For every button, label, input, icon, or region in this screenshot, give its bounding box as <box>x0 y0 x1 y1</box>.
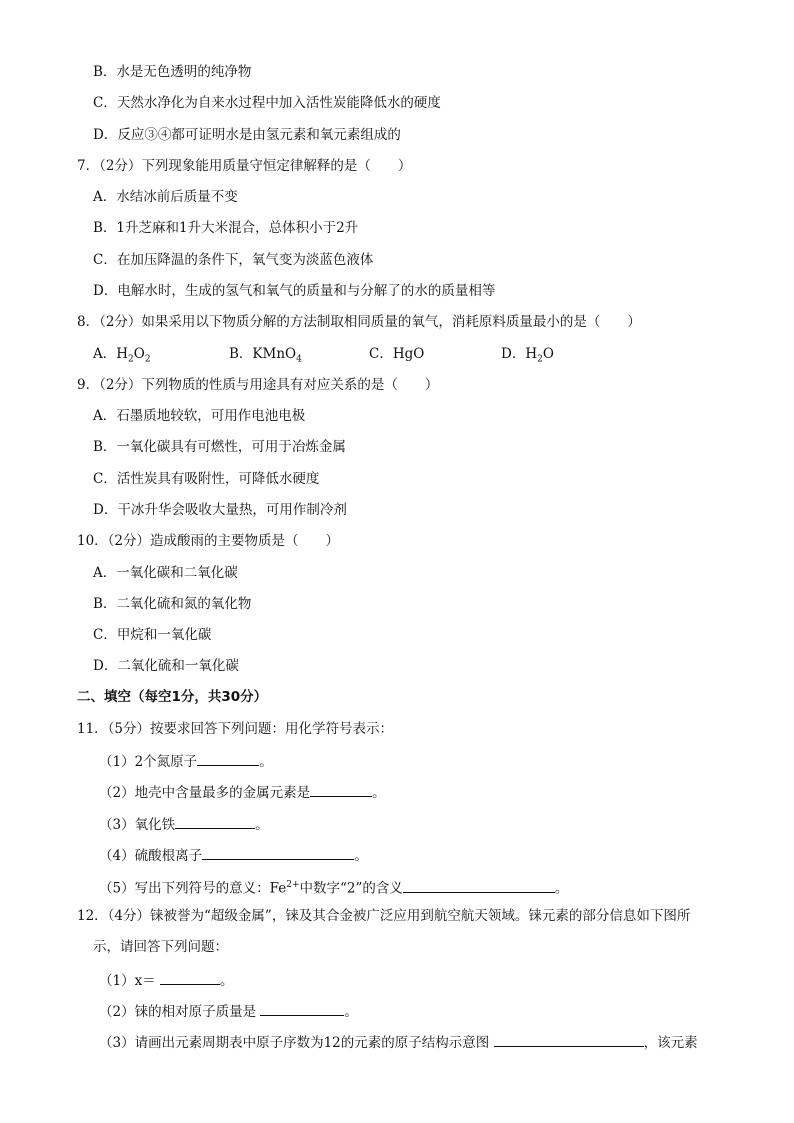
answer-blank[interactable] <box>403 878 555 893</box>
answer-blank[interactable] <box>197 751 259 766</box>
answer-blank[interactable] <box>202 845 354 860</box>
q11-stem: 11．（5分）按要求回答下列问题：用化学符号表示： <box>77 721 394 737</box>
answer-blank[interactable] <box>310 782 372 797</box>
q7-option-c: C．在加压降温的条件下，氧气变为淡蓝色液体 <box>93 252 374 268</box>
q10-option-b: B．二氧化硫和氮的氧化物 <box>93 596 252 612</box>
q10-stem: 10．（2分）造成酸雨的主要物质是（ ） <box>77 533 340 549</box>
q10-option-d: D．二氧化硫和一氧化碳 <box>93 658 239 674</box>
q7-option-d: D．电解水时，生成的氢气和氧气的质量和与分解了的水的质量相等 <box>93 283 496 299</box>
q12-part-2: （2）铼的相对原子质量是 。 <box>99 1001 358 1021</box>
q12-stem-continued: 示，请回答下列问题： <box>93 939 228 955</box>
section-heading-fill-in: 二、填空（每空1分，共30分） <box>77 689 268 705</box>
answer-blank[interactable] <box>260 1001 344 1016</box>
q8-option-a: A．$H_2O_2$ <box>93 346 151 365</box>
q8-stem: 8．（2分）如果采用以下物质分解的方法制取相同质量的氧气，消耗原料质量最小的是（ ） <box>77 314 641 330</box>
q7-option-a: A．水结冰前后质量不变 <box>93 189 238 205</box>
q11-part-4: （4）硫酸根离子 。 <box>99 845 368 865</box>
q11-part-2: （2）地壳中含量最多的金属元素是 。 <box>99 782 386 802</box>
q8-option-b: B．KMnO$_4$ <box>229 346 302 365</box>
answer-blank[interactable] <box>494 1032 644 1047</box>
q7-stem: 7．（2分）下列现象能用质量守恒定律解释的是（ ） <box>77 158 412 174</box>
q9-stem: 9．（2分）下列物质的性质与用途具有对应关系的是（ ） <box>77 377 439 393</box>
q6-option-b: B．水是无色透明的纯净物 <box>93 64 252 80</box>
q9-option-c: C．活性炭具有吸附性，可降低水硬度 <box>93 471 320 487</box>
q8-option-d: D．$H_2O$ <box>501 346 554 365</box>
q9-option-d: D．干冰升华会吸收大量热，可用作制冷剂 <box>93 502 347 518</box>
q11-part-5: （5）写出下列符号的意义：$Fe^{2+}$中数字“2”的含义 。 <box>99 876 568 898</box>
answer-blank[interactable] <box>175 814 255 829</box>
q7-option-b: B．1升芝麻和1升大米混合，总体积小于2升 <box>93 220 359 236</box>
q8-option-c: C．HgO <box>369 346 425 362</box>
q9-option-b: B．一氧化碳具有可燃性，可用于冶炼金属 <box>93 439 346 455</box>
q6-option-d: D．反应③④都可证明水是由氢元素和氧元素组成的 <box>93 127 401 143</box>
q11-part-1: （1）2个氮原子 。 <box>99 751 273 771</box>
q12-stem: 12．（4分）铼被誉为“超级金属”，铼及其合金被广泛应用到航空航天领域。铼元素的部分信息如下图所 <box>77 908 691 924</box>
q9-option-a: A．石墨质地较软，可用作电池电极 <box>93 408 306 424</box>
answer-blank[interactable] <box>160 970 220 985</box>
q6-option-c: C．天然水净化为自来水过程中加入活性炭能降低水的硬度 <box>93 95 441 111</box>
q11-part-3: （3）氧化铁 。 <box>99 814 269 834</box>
q10-option-c: C．甲烷和一氧化碳 <box>93 627 212 643</box>
q12-part-1: （1）x＝ 。 <box>99 970 234 990</box>
q10-option-a: A．一氧化碳和二氧化碳 <box>93 565 238 581</box>
q12-part-3: （3）请画出元素周期表中原子序数为12的元素的原子结构示意图 ，该元素 <box>99 1032 698 1052</box>
